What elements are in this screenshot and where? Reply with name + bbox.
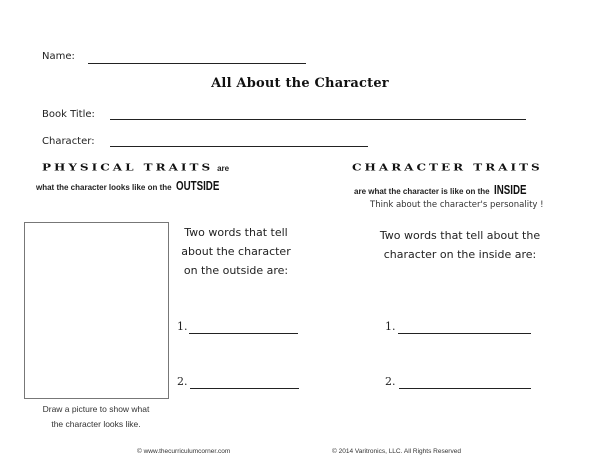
personality-hint: Think about the character's personality ! (370, 200, 544, 210)
book-title-label: Book Title: (42, 109, 95, 120)
outside-item-2-label: 2. (177, 375, 188, 388)
physical-subline-text: what the character looks like on the (36, 183, 172, 192)
inside-item-2-label: 2. (385, 375, 396, 388)
caption-line-1: Draw a picture to show what (42, 404, 150, 414)
character-label: Character: (42, 136, 95, 147)
physical-traits-title: PHYSICAL TRAITS (42, 162, 214, 173)
inside-prompt-line-2: character on the inside are: (383, 248, 537, 261)
name-label: Name: (42, 51, 75, 62)
outside-prompt-line-2: about the character (181, 245, 291, 258)
physical-subline (36, 177, 233, 195)
book-title-field[interactable] (110, 119, 526, 120)
character-traits-heading (352, 160, 543, 178)
character-subline-text: are what the character is like on the (354, 187, 490, 196)
outside-prompt (172, 223, 300, 280)
outside-prompt-line-3: on the outside are: (183, 264, 289, 277)
physical-traits-heading (42, 160, 229, 178)
inside-word-1-field[interactable] (398, 333, 531, 334)
drawing-box[interactable] (24, 222, 169, 399)
outside-word-1-field[interactable] (189, 333, 298, 334)
physical-traits-are: are (217, 164, 230, 173)
footer-copyright: © 2014 Varitronics, LLC. All Rights Reserved (332, 448, 461, 455)
footer-website: © www.thecurriculumcorner.com (137, 448, 231, 455)
inside-prompt-line-1: Two words that tell about the (379, 229, 541, 242)
outside-emphasis: OUTSIDE (175, 178, 219, 193)
character-field[interactable] (110, 146, 368, 147)
name-field[interactable] (88, 63, 306, 64)
drawing-caption (16, 402, 176, 432)
caption-line-2: the character looks like. (51, 419, 141, 429)
character-traits-title: CHARACTER TRAITS (352, 162, 543, 173)
outside-prompt-line-1: Two words that tell (184, 226, 288, 239)
inside-emphasis: INSIDE (493, 182, 527, 197)
inside-item-1-label: 1. (385, 320, 396, 333)
inside-word-2-field[interactable] (399, 388, 531, 389)
outside-item-1-label: 1. (177, 320, 188, 333)
inside-prompt (360, 226, 560, 264)
character-subline (354, 181, 537, 199)
outside-word-2-field[interactable] (190, 388, 299, 389)
page-title: All About the Character (211, 76, 389, 91)
